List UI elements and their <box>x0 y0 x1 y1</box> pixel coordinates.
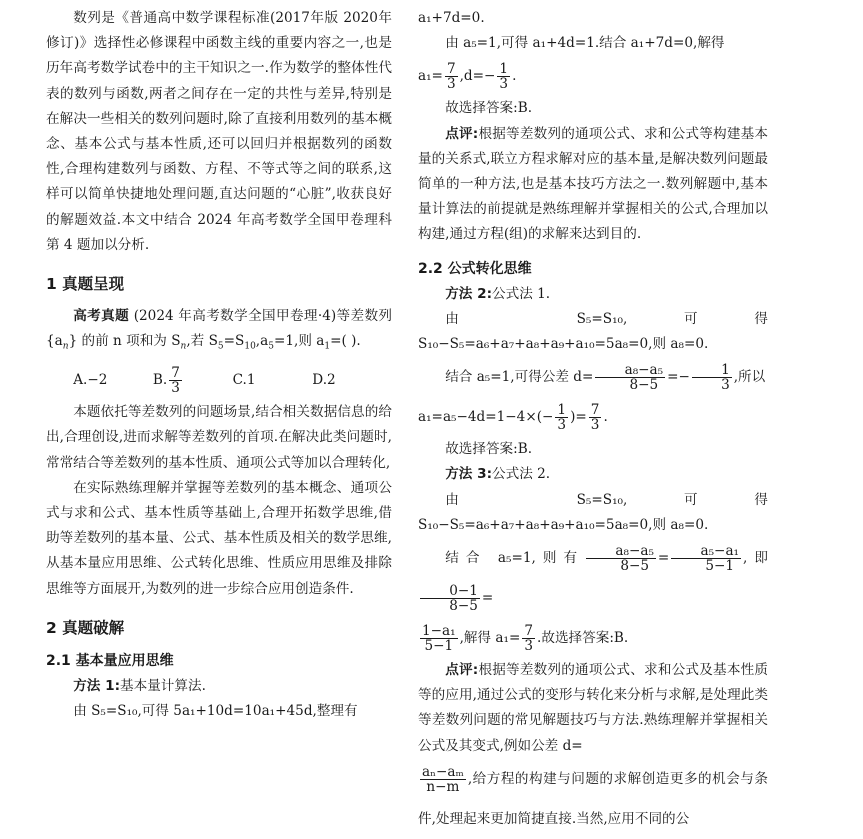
math-text: .故选择答案:B. <box>537 630 629 647</box>
math-text: = <box>657 550 670 567</box>
answer-choices <box>46 360 392 400</box>
problem-text: =( ). <box>330 333 361 350</box>
fraction-numerator: a₈−a₅ <box>595 363 665 378</box>
choice-a: A.−2 <box>73 372 108 389</box>
equation-line: 由 a₅=1,可得 a₁+4d=1.结合 a₁+7d=0,解得 <box>445 35 725 52</box>
fraction <box>555 403 568 433</box>
fraction-denominator: 3 <box>171 380 180 397</box>
math-text: ,所以 <box>733 369 766 386</box>
fraction-numerator: 1 <box>692 363 732 378</box>
math-text: ,解得 a₁= <box>459 630 521 647</box>
fraction-denominator: 5−1 <box>705 558 735 575</box>
fraction-numerator: 7 <box>524 622 534 639</box>
method-2-text: 由 S₅=S₁₀,可得 S₁₀−S₅=a₆+a₇+a₈+a₉+a₁₀=5a₈=0,则 a₈=0. <box>418 310 768 353</box>
math-text: (− <box>536 409 554 426</box>
section-2-heading: 2 真题破解 <box>46 618 125 637</box>
choice-d: D.2 <box>312 372 336 389</box>
right-column <box>418 6 768 839</box>
math-text: . <box>603 409 608 426</box>
problem-text: ,若 S <box>186 333 218 350</box>
math-text: 结合 a₅=1,则有 <box>445 550 585 567</box>
problem-label: 高考真题 <box>73 308 130 325</box>
method-3-text: 由 S₅=S₁₀,可得 S₁₀−S₅=a₆+a₇+a₈+a₉+a₁₀=5a₈=0,则 a₈=0. <box>418 491 768 533</box>
math-text: ) <box>570 409 576 426</box>
math-text: ,d=− <box>459 68 496 85</box>
fraction-denominator: 3 <box>557 417 567 434</box>
method-2-equation-2 <box>418 397 768 437</box>
fraction <box>445 62 458 92</box>
analysis-paragraph-1: 本题依托等差数列的问题场景,结合相关数据信息的给出,合理创设,进而求解等差数列的首项.在解决此类问题时,常常结合等差数列的基本性质、通项公式等加以合理转化, <box>46 404 392 471</box>
problem-text: 等差数列{a <box>46 308 393 350</box>
method-3-equation-2 <box>418 618 768 658</box>
answer-line: 故选择答案:B. <box>445 441 533 458</box>
method-3-heading <box>418 462 768 487</box>
analysis-paragraph-2: 在实际熟练理解并掌握等差数列的基本概念、通项公式与求和公式、基本性质等基础上,合理开拓数学思维,借助等差数列的基本量、公式、基本性质及相关的数学思维,从基本量应用思维、公式转化思维、性质应用思维及排除思维等方面展开,为数列的进一步综合应用创造条件. <box>46 479 392 597</box>
comment-label: 点评: <box>445 125 479 142</box>
equation-line: a₁+7d=0. <box>418 10 485 26</box>
comment-text: ,给方程的构建与问题的求解创造更多的机会与条件,处理起来更加简捷直接.当然,应用不同的公 <box>418 770 768 827</box>
intro-paragraph: 数列是《普通高中数学课程标准(2017年版 2020年修订)》选择性必修课程中函数主线的重要内容之一,也是历年高考数学试卷中的主干知识之一.作为数学的整体性代表的数列与函数,两者之间存在一定的共性与差异,特别是在解决一些相关的数列问题时,除了直接利用数列的基本概念、基本公式与基本性质,还可以回归并根据数列的函数性,合理构建数列与函数、方程、不等式等之间的联系,这样可以简单快捷地处理问题,直达问题的“心脏”,收获良好的解题效益.本文中结合 2024 年高考数学全国甲卷理科第 4 题加以分析. <box>46 10 392 253</box>
math-text: a₁= <box>418 68 443 85</box>
comment-2-continuation <box>418 759 768 839</box>
method-1-heading <box>46 674 392 699</box>
math-text: ,即 <box>743 550 768 567</box>
fraction-numerator: 1 <box>499 61 509 78</box>
problem-text: ,a <box>255 333 269 350</box>
problem-source: (2024 年高考数学全国甲卷理·4) <box>133 308 337 325</box>
fraction-denominator: 3 <box>499 76 509 93</box>
fraction-denominator: 3 <box>721 377 730 394</box>
method-1-label: 方法 1: <box>73 677 121 694</box>
fraction-numerator: a₈−a₅ <box>586 544 656 559</box>
fraction <box>497 62 510 92</box>
fraction <box>420 765 466 795</box>
fraction <box>692 363 732 393</box>
math-text: = <box>575 409 587 426</box>
method-1-text: 由 S₅=S₁₀,可得 5a₁+10d=10a₁+45d,整理有 <box>73 702 358 719</box>
comment-2 <box>418 658 768 759</box>
left-column <box>46 6 392 724</box>
method-2-equation-1 <box>418 357 768 397</box>
choice-b-label: B. <box>152 372 168 389</box>
problem-text: =S <box>223 333 245 350</box>
problem-text: } 的前 n 项和为 S <box>68 333 181 350</box>
fraction <box>420 624 458 654</box>
math-text: =− <box>667 369 690 386</box>
choice-c: C.1 <box>232 372 256 389</box>
math-text: a₁=a₅−4d=1−4× <box>418 409 537 426</box>
problem-statement: 高考真题 (2024 年高考数学全国甲卷理·4)等差数列$\{a_n\}$ 的前 n 项和为 $S_n$,若 $S_5=S_{10},a_5=1$,则 $a_1=$( ). <box>46 308 393 352</box>
method-2-name: 公式法 1. <box>492 285 551 302</box>
section-1-heading: 1 真题呈现 <box>46 275 125 294</box>
answer-line: 故选择答案:B. <box>445 100 533 117</box>
fraction-numerator: 0−1 <box>420 584 480 599</box>
fraction-numerator: 7 <box>171 364 180 381</box>
fraction-denominator: 8−5 <box>620 558 650 575</box>
fraction-denominator: n−m <box>426 778 460 795</box>
fraction-numerator: 7 <box>446 61 456 78</box>
fraction-numerator: aₙ−aₘ <box>422 763 464 780</box>
method-3-equation-1 <box>418 538 768 618</box>
method-3-label: 方法 3: <box>445 466 493 483</box>
math-text: 结合 a₅=1,可得公差 d= <box>445 369 594 386</box>
fraction <box>586 544 656 574</box>
fraction-numerator: a₅−a₁ <box>671 544 741 559</box>
method-1-name: 基本量计算法. <box>120 677 206 694</box>
method-2-heading <box>418 282 768 307</box>
method-2-label: 方法 2: <box>445 285 493 302</box>
fraction-denominator: 3 <box>524 638 534 655</box>
choice-b <box>153 360 233 400</box>
comment-1 <box>418 122 768 248</box>
fraction-denominator: 8−5 <box>629 377 659 394</box>
section-2-1-heading: 2.1 基本量应用思维 <box>46 652 174 669</box>
fraction-denominator: 3 <box>446 76 456 93</box>
problem-text: =1,则 a <box>273 333 325 350</box>
fraction-numerator: 1 <box>557 401 567 418</box>
fraction-numerator: 7 <box>590 401 600 418</box>
fraction-denominator: 8−5 <box>449 598 478 615</box>
choice-b-fraction <box>169 366 182 396</box>
comment-text: 根据等差数列的通项公式、求和公式及基本性质等的应用,通过公式的变形与转化来分析与求解,是处理此类等差数列问题的常见解题技巧与方法.熟练理解并掌握相关公式及其变式,例如公差 d= <box>418 662 769 754</box>
comment-text: 根据等差数列的通项公式、求和公式等构建基本量的关系式,联立方程求解对应的基本量,是解决数列问题最简单的一种方法,也是基本技巧方法之一.数列解题中,基本量计算法的前提就是熟练理解并掌握相关的公式,合理加以构建,通过方程(组)的求解来达到目的. <box>418 125 769 243</box>
fraction <box>589 403 602 433</box>
fraction-denominator: 5−1 <box>424 638 454 655</box>
section-2-2-heading: 2.2 公式转化思维 <box>418 260 532 277</box>
fraction-denominator: 3 <box>590 417 600 434</box>
fraction <box>522 624 535 654</box>
method-3-name: 公式法 2. <box>492 466 551 483</box>
math-text: = <box>481 590 494 607</box>
comment-label: 点评: <box>445 662 479 679</box>
fraction <box>420 584 480 614</box>
fraction-numerator: 1−a₁ <box>422 622 456 639</box>
fraction <box>671 544 741 574</box>
solution-line: a₁= $\frac{7}{3}$ ,d=− $\frac{1}{3}$ . <box>418 61 517 93</box>
fraction <box>595 363 665 393</box>
